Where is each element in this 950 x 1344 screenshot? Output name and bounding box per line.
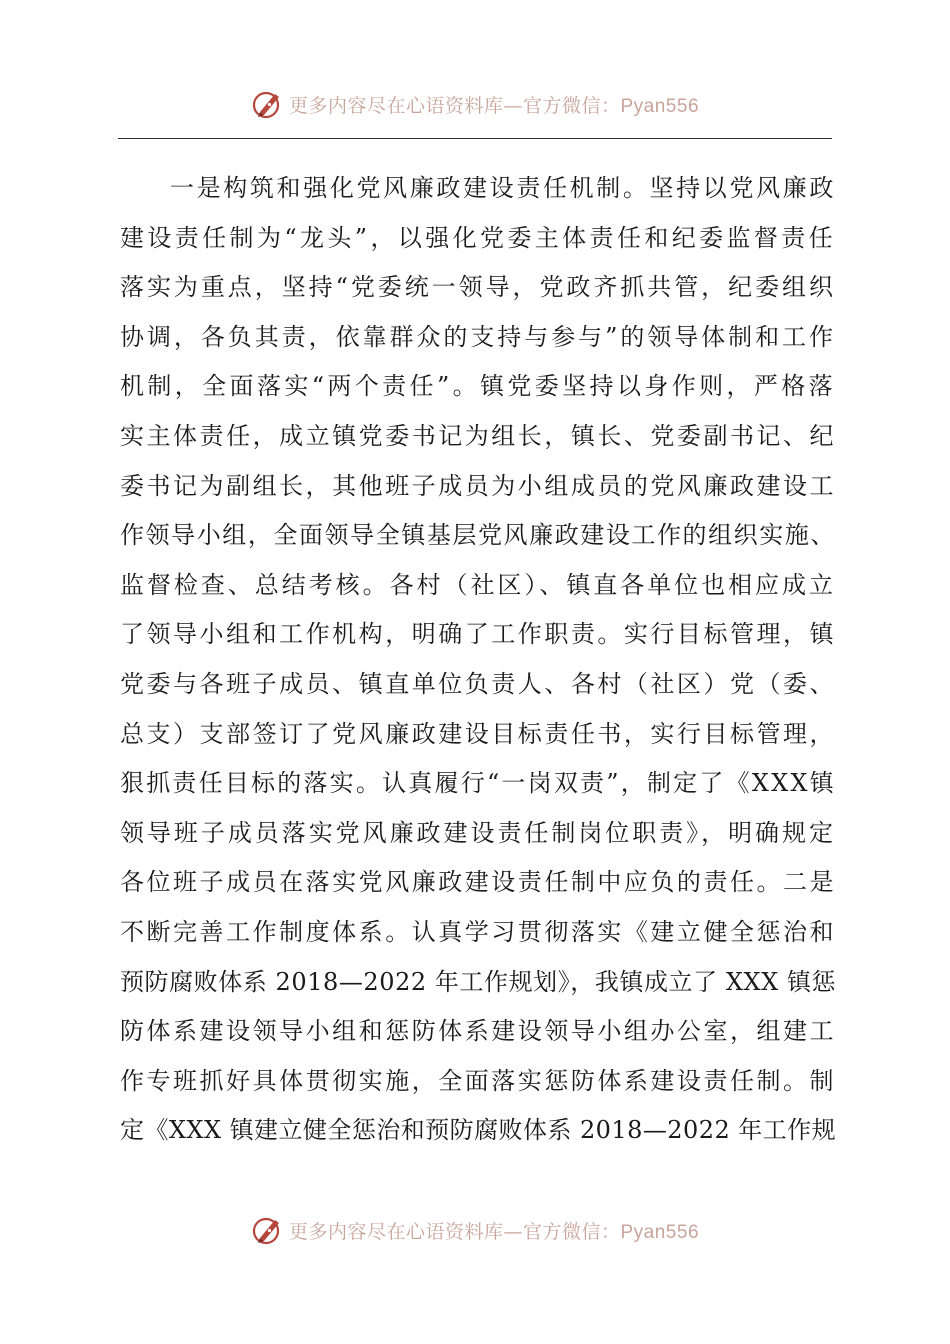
text-line: 作领导小组，全面领导全镇基层党风廉政建设工作的组织实施、 — [120, 521, 836, 550]
text-line: 狠抓责任目标的落实。认真履行“一岗双责”，制定了《XXX镇 — [120, 769, 836, 798]
text-line: 了领导小组和工作机构，明确了工作职责。实行目标管理，镇 — [120, 620, 837, 649]
text-line: 防体系建设领导小组和惩防体系建设领导小组办公室，组建工 — [120, 1017, 837, 1046]
text-line: 定《XXX 镇建立健全惩治和预防腐败体系 2018—2022 年工作规 — [120, 1116, 837, 1145]
text-line: 不断完善工作制度体系。认真学习贯彻落实《建立健全惩治和 — [120, 917, 837, 946]
body-paragraph — [120, 164, 836, 1156]
text-line: 预防腐败体系 2018—2022 年工作规划》，我镇成立了 XXX 镇惩 — [120, 967, 837, 996]
text-line: 机制，全面落实“两个责任”。镇党委坚持以身作则，严格落 — [120, 372, 837, 401]
text-line: 一是构筑和强化党风廉政建设责任机制。坚持以党风廉政 — [170, 174, 836, 202]
footer-wechat-id: Pyan556 — [620, 1221, 700, 1243]
text-line: 总支）支部签订了党风廉政建设目标责任书，实行目标管理， — [120, 719, 837, 748]
pen-nib-logo-icon — [251, 1213, 285, 1247]
header-banner-label: 更多内容尽在心语资料库—官方微信： — [288, 94, 621, 117]
footer-banner-text — [289, 1217, 699, 1244]
footer-banner-label: 更多内容尽在心语资料库—官方微信： — [288, 1220, 621, 1243]
text-line: 监督检查、总结考核。各村（社区）、镇直各单位也相应成立 — [120, 570, 836, 599]
text-line: 落实为重点，坚持“党委统一领导，党政齐抓共管，纪委组织 — [120, 273, 836, 302]
text-line: 建设责任制为“龙头”，以强化党委主体责任和纪委监督责任 — [120, 223, 837, 252]
text-line: 领导班子成员落实党风廉政建设责任制岗位职责》，明确规定 — [120, 818, 836, 847]
header-wechat-id: Pyan556 — [620, 95, 700, 117]
text-line: 各位班子成员在落实党风廉政建设责任制中应负的责任。二是 — [120, 868, 837, 897]
text-line: 党委与各班子成员、镇直单位负责人、各村（社区）党（委、 — [120, 669, 837, 698]
text-line: 协调，各负其责，依靠群众的支持与参与”的领导体制和工作 — [120, 322, 836, 351]
text-line: 作专班抓好具体贯彻实施，全面落实惩防体系建设责任制。制 — [120, 1066, 837, 1095]
header-banner — [0, 84, 950, 124]
footer-banner — [0, 1210, 950, 1250]
pen-nib-logo-icon — [251, 87, 285, 121]
text-line: 实主体责任，成立镇党委书记为组长，镇长、党委副书记、纪 — [120, 421, 837, 450]
header-banner-text — [289, 91, 699, 118]
header-divider — [118, 138, 832, 139]
text-line: 委书记为副组长，其他班子成员为小组成员的党风廉政建设工 — [120, 471, 837, 500]
